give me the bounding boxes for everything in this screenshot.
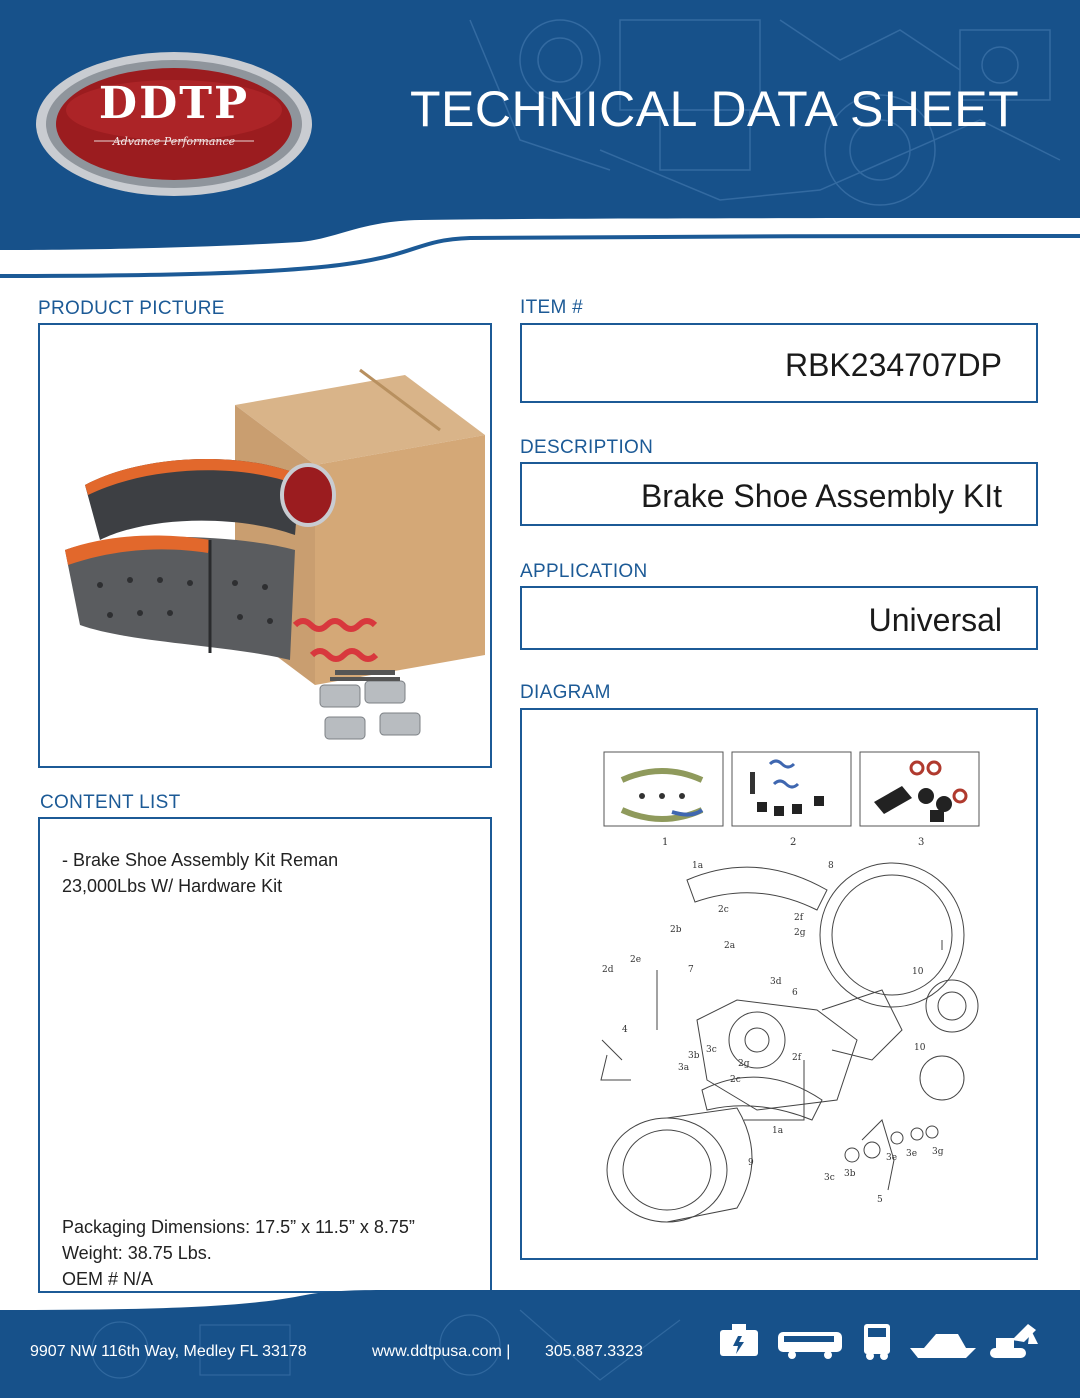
logo-tagline: Advance Performance xyxy=(112,135,236,148)
product-picture-label: PRODUCT PICTURE xyxy=(38,298,225,319)
description-value: Brake Shoe Assembly KIt xyxy=(640,478,1002,514)
generator-icon xyxy=(720,1324,758,1356)
content-list-item: 23,000Lbs W/ Hardware Kit xyxy=(62,876,283,896)
diagram-callout: 10 xyxy=(914,1043,926,1053)
diagram-callout: 8 xyxy=(828,861,834,871)
diagram-callout: 3a xyxy=(678,1063,690,1073)
diagram-callout: 2b xyxy=(670,925,682,935)
diagram-callout: 3e xyxy=(886,1153,898,1163)
yacht-icon xyxy=(910,1334,976,1358)
diagram-callout: 3d xyxy=(770,977,782,987)
diagram-callout: 2g xyxy=(794,928,806,938)
diagram-callout: 3g xyxy=(932,1147,944,1157)
description-label: DESCRIPTION xyxy=(520,437,654,458)
diagram-callout: 2c xyxy=(730,1075,741,1085)
weight: Weight: 38.75 Lbs. xyxy=(62,1243,212,1263)
diagram-callout: 2e xyxy=(630,955,642,965)
product-image xyxy=(40,325,490,766)
application-label: APPLICATION xyxy=(520,561,648,582)
kit-panel-seals xyxy=(874,762,966,822)
panel-number-2: 2 xyxy=(790,837,797,848)
diagram-callout: 2a xyxy=(724,941,736,951)
diagram-callout: 6 xyxy=(792,988,798,998)
diagram-callout: 3c xyxy=(706,1045,717,1055)
diagram-callout: 2c xyxy=(718,905,729,915)
exploded-diagram xyxy=(522,710,1036,1258)
diagram-callout: 10 xyxy=(912,967,924,977)
diagram-callout: 3c xyxy=(824,1173,835,1183)
product-picture-box xyxy=(38,323,492,768)
panel-number-3: 3 xyxy=(918,837,925,848)
diagram-callout: 9 xyxy=(748,1158,754,1168)
diagram-box xyxy=(520,708,1038,1260)
oem-number: OEM # N/A xyxy=(62,1269,154,1289)
diagram-callout: 3e xyxy=(906,1149,918,1159)
item-box xyxy=(520,323,1038,403)
content-list-label: CONTENT LIST xyxy=(40,792,181,813)
diagram-callout: 2f xyxy=(794,913,804,923)
diagram-callout: 4 xyxy=(622,1025,628,1035)
ddtp-logo xyxy=(34,50,314,198)
description-box xyxy=(520,462,1038,526)
diagram-callout: 2d xyxy=(602,965,614,975)
kit-panel-springs xyxy=(750,761,824,816)
diagram-callout: 7 xyxy=(688,965,694,975)
item-label: ITEM # xyxy=(520,297,584,318)
panel-number-1: 1 xyxy=(662,837,669,848)
logo-brand: DDTP xyxy=(98,78,250,129)
truck-icon xyxy=(864,1324,890,1360)
diagram-callout: 1a xyxy=(772,1126,784,1136)
diagram-callout: 3b xyxy=(844,1169,856,1179)
diagram-callout: 2g xyxy=(738,1059,750,1069)
footer-industry-icons xyxy=(718,1318,1038,1368)
application-box xyxy=(520,586,1038,650)
diagram-callout: 2f xyxy=(792,1053,802,1063)
kit-panel-shoes xyxy=(622,771,702,819)
application-value: Universal xyxy=(868,602,1002,638)
item-number: RBK234707DP xyxy=(784,347,1002,383)
footer-address: 9907 NW 116th Way, Medley FL 33178 xyxy=(30,1343,307,1360)
bus-icon xyxy=(778,1332,842,1359)
excavator-icon xyxy=(990,1324,1038,1358)
packaging-dimensions: Packaging Dimensions: 17.5” x 11.5” x 8.75” xyxy=(62,1217,415,1237)
diagram-callout: 3b xyxy=(688,1051,700,1061)
diagram-callout: 1a xyxy=(692,861,704,871)
page-title: TECHNICAL DATA SHEET xyxy=(410,81,1020,137)
footer-phone[interactable]: 305.887.3323 xyxy=(545,1343,643,1360)
footer-website[interactable]: www.ddtpusa.com | xyxy=(372,1343,511,1360)
content-list-box xyxy=(38,817,492,1293)
content-list-item: - Brake Shoe Assembly Kit Reman xyxy=(62,850,339,870)
diagram-callout: 5 xyxy=(877,1195,883,1205)
diagram-label: DIAGRAM xyxy=(520,682,611,703)
